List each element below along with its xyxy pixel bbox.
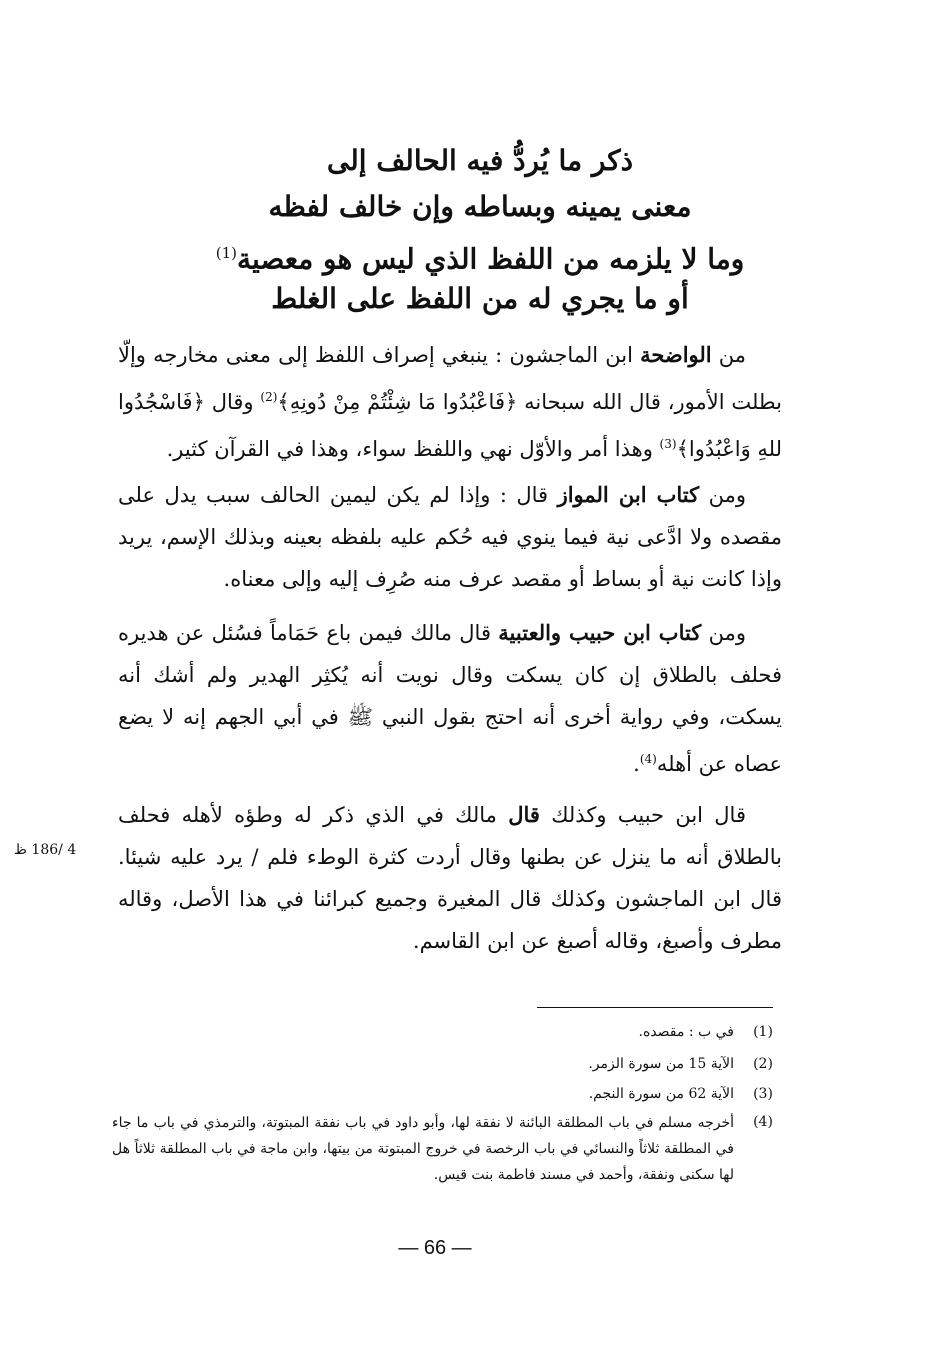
paragraph-3 [118,612,782,785]
p3-end: . [633,752,640,776]
p3-text: قال مالك فيمن باع حَمَاماً فسُئل عن هديره فحلف بالطلاق إن كان يسكت وقال نويت أنه يُكثِر الهدير ولم أشك أنه يسكت، وفي رواية أخرى أنه احتج بقول النبي ﷺ في أبي الجهم إنه لا يضع عصاه عن أهله [118,621,782,776]
p1-source-bold: الواضحة [640,342,712,367]
paragraph-2 [118,474,782,600]
p3-prefix: ومن [701,621,746,645]
p1-footnote-ref-2: (2) [260,390,278,404]
p2-source-bold: كتاب ابن المواز [557,482,700,507]
footnote-item [112,1082,792,1106]
paragraph-4 [118,794,782,962]
heading-line-1: ذكر ما يُردُّ فيه الحالف إلى [326,144,634,177]
footnote-number: (1) [753,1024,773,1040]
footnote-item [112,1052,792,1076]
footnote-item [112,1110,792,1188]
footnote-item [112,1020,792,1044]
heading-footnote-ref: (1) [215,244,237,262]
footnote-number: (4) [753,1114,773,1130]
footnote-text: في ب : مقصده. [638,1024,734,1040]
heading-line-2: معنى يمينه وبساطه وإن خالف لفظه [268,190,692,223]
paragraph-1 [118,334,782,470]
p1-prefix: من [711,343,746,367]
footnote-text: الآية 15 من سورة الزمر. [588,1056,734,1072]
manuscript-folio-note: 4 /186 ظ [14,842,77,858]
p2-text: قال : وإذا لم يكن ليمين الحالف سبب يدل على مقصده ولا ادَّعى نية فيما ينوي فيه حُكم عليه بلفظه بعينه وبذلك الإسم، يريد وإذا كانت نية أو بساط أو مقصد عرف منه صُرِف إليه وإلى معناه. [118,483,782,591]
heading-line-3 [180,230,780,276]
chapter-heading [180,138,780,322]
p3-footnote-ref-4: (4) [639,752,657,766]
p1-text-a: ابن الماجشون : ينبغي إصراف اللفظ إلى معنى مخارجه وإلّا بطلت الأمور، قال الله سبحانه ﴿فَاعْبُدُوا مَا شِئْتُمْ مِنْ دُونِهِ﴾ [118,343,782,414]
p4-prefix: قال ابن حبيب وكذلك [539,803,746,827]
footnote-text: الآية 62 من سورة النجم. [588,1086,734,1102]
footnote-text: أخرجه مسلم في باب المطلقة البائنة لا نفقة لها، وأبو داود في باب نفقة المبتوتة، والترمذي في باب ما جاء في المطلقة ثلاثاً والنسائي في باب الرخصة في خروج المبتوتة من بيتها، وابن ماجة في باب المطلقة ثلاثاً هل لها سكنى ونفقة، وأحمد في مسند فاطمة بنت قيس. [112,1115,734,1183]
p1-text-c: وهذا أمر والأوّل نهي واللفظ سواء، وهذا في القرآن كثير. [166,437,660,461]
p4-text: مالك في الذي ذكر له وطؤه لأهله فحلف بالطلاق أنه ما ينزل عن بطنها وقال أردت كثرة الوطء فلم / يرد عليه شيئا. قال ابن الماجشون وكذلك قال المغيرة وجميع كبرائنا في هذا الأصل، وقاله مطرف وأصبغ، وقاله أصبغ عن ابن القاسم. [118,803,782,953]
p1-footnote-ref-3: (3) [659,437,677,451]
heading-line-4: أو ما يجري له من اللفظ على الغلط [271,282,689,315]
footnote-number: (3) [753,1086,773,1102]
p4-bold-word: قال [508,802,540,827]
p2-prefix: ومن [699,483,746,507]
footnote-divider [537,1007,773,1008]
p3-source-bold: كتاب ابن حبيب والعتبية [498,620,702,645]
p1-text-b: وقال ﴿فَاسْجُدُوا للهِ وَاعْبُدُوا﴾ [118,390,782,461]
footnotes [112,1020,792,1188]
heading-line-3-text: وما لا يلزمه من اللفظ الذي ليس هو معصية [237,242,745,276]
page-number: — 66 — [398,1237,472,1259]
footnote-number: (2) [753,1056,773,1072]
